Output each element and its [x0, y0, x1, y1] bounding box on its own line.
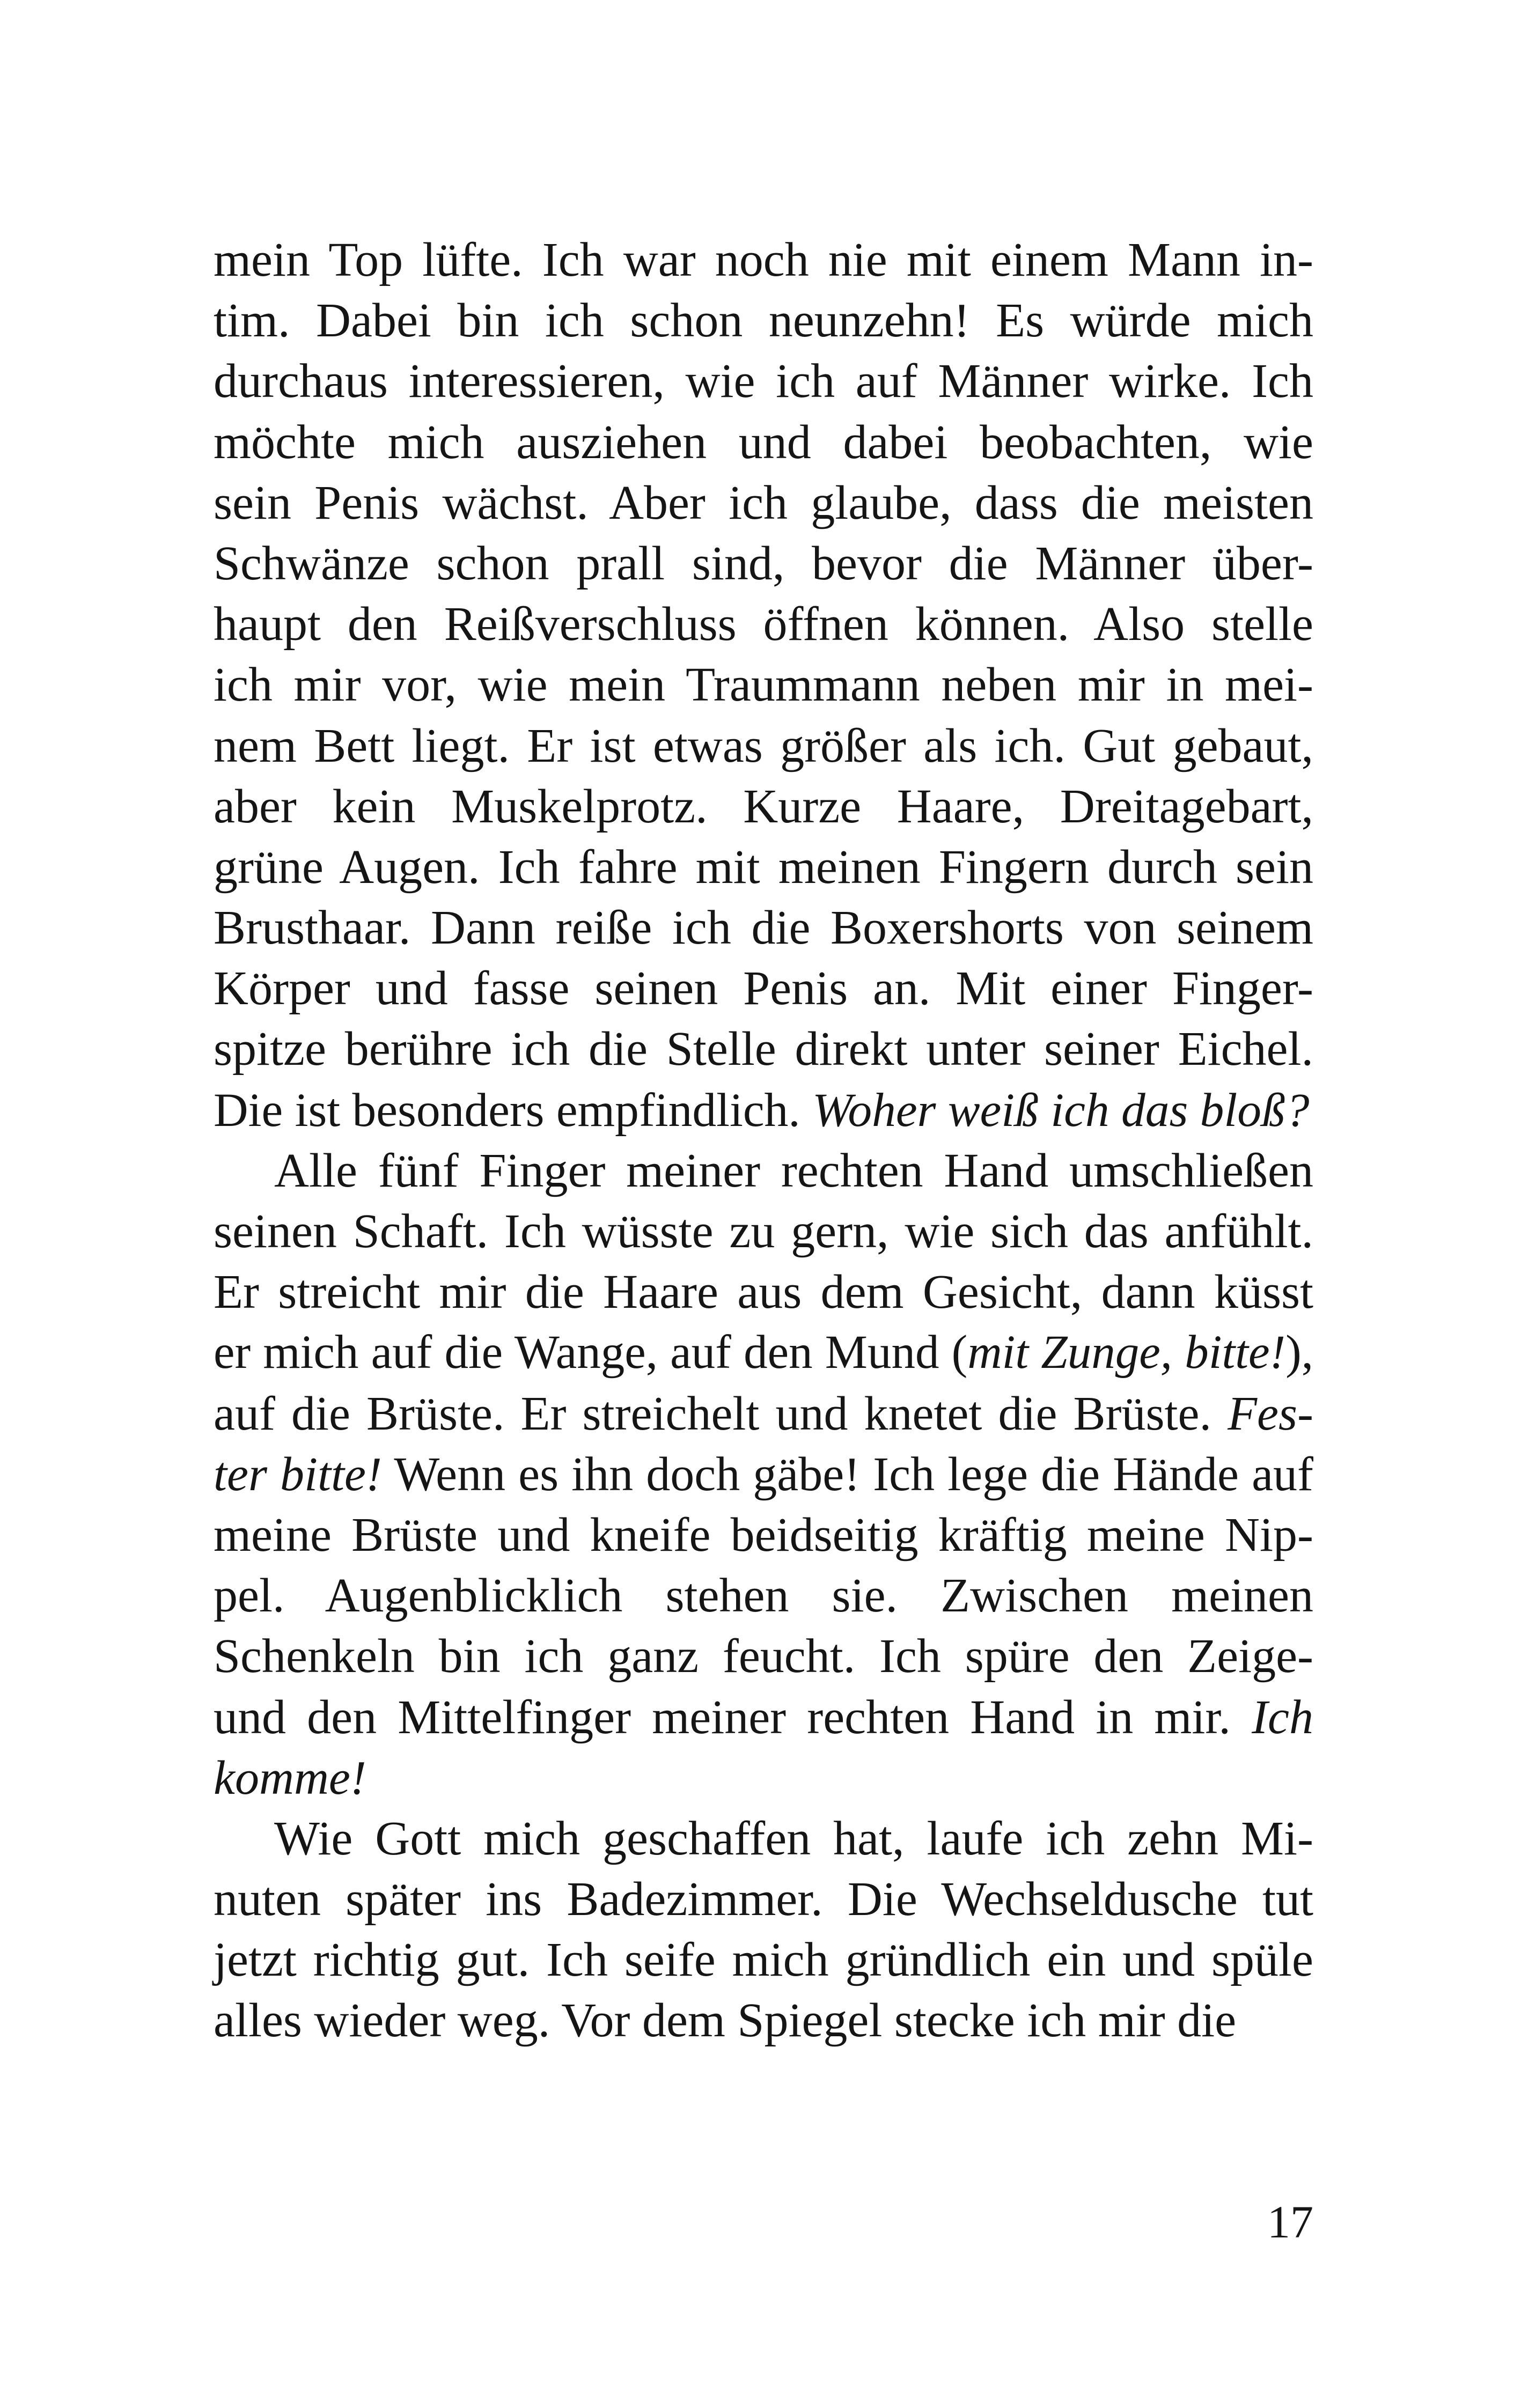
- text-segment: seinen Schaft. Ich wüsste zu gern, wie sich das anfühlt.: [214, 1205, 1313, 1258]
- text-line: [214, 654, 1313, 715]
- text-segment: alles wieder weg. Vor dem Spiegel stecke ich mir die: [214, 1994, 1237, 2048]
- text-line: [214, 351, 1313, 411]
- text-line: [214, 1019, 1313, 1079]
- text-segment: durchaus interessieren, wie ich auf Männer wirke. Ich: [214, 355, 1313, 408]
- text-segment: meine Brüste und kneife beidseitig kräftig meine Nip-: [214, 1508, 1313, 1562]
- text-line: [214, 533, 1313, 594]
- text-segment: und den Mittelfinger meiner rechten Hand in mir.: [214, 1690, 1252, 1744]
- text-line: [214, 594, 1313, 654]
- text-line: [214, 1140, 1313, 1201]
- italic-text: Woher weiß ich das bloß?: [812, 1083, 1310, 1137]
- text-line: [214, 1687, 1313, 1748]
- text-line: [214, 897, 1313, 958]
- text-line: [214, 290, 1313, 351]
- text-segment: nem Bett liegt. Er ist etwas größer als ich. Gut gebaut,: [214, 719, 1313, 772]
- text-segment: Er streicht mir die Haare aus dem Gesicht, dann küsst: [214, 1265, 1313, 1319]
- text-line: [214, 1383, 1313, 1444]
- italic-text: ter bitte!: [214, 1447, 382, 1501]
- italic-text: mit Zunge, bitte!: [967, 1326, 1286, 1379]
- text-segment: Die ist besonders empfindlich.: [214, 1083, 813, 1137]
- text-line: [214, 776, 1313, 837]
- italic-text: Ich: [1252, 1690, 1313, 1744]
- text-line: [214, 1201, 1313, 1262]
- body-text: [214, 230, 1313, 2051]
- text-line: [214, 473, 1313, 533]
- text-line: [214, 716, 1313, 776]
- text-segment: Alle fünf Finger meiner rechten Hand umschließen: [274, 1144, 1313, 1197]
- text-line: [214, 837, 1313, 897]
- text-segment: jetzt richtig gut. Ich seife mich gründlich ein und spüle: [214, 1933, 1313, 1987]
- italic-text: komme!: [214, 1751, 366, 1805]
- text-segment: haupt den Reißverschluss öffnen können. Also stelle: [214, 598, 1313, 651]
- text-segment: grüne Augen. Ich fahre mit meinen Fingern durch sein: [214, 840, 1313, 894]
- text-segment: er mich auf die Wange, auf den Mund (: [214, 1326, 968, 1379]
- text-line: [214, 1322, 1313, 1383]
- text-line: [214, 1626, 1313, 1687]
- text-line: [214, 1080, 1313, 1140]
- text-line: [214, 1930, 1313, 1990]
- text-segment: mein Top lüfte. Ich war noch nie mit einem Mann in-: [214, 233, 1313, 286]
- text-line: [214, 230, 1313, 290]
- text-segment: Wenn es ihn doch gäbe! Ich lege die Hände auf: [381, 1447, 1313, 1501]
- text-segment: Wie Gott mich geschaffen hat, laufe ich zehn Mi-: [274, 1811, 1313, 1865]
- text-segment: ),: [1285, 1326, 1313, 1379]
- text-line: [214, 1748, 1313, 1808]
- text-segment: Schwänze schon prall sind, bevor die Männer über-: [214, 536, 1313, 590]
- text-line: [214, 1444, 1313, 1505]
- text-segment: auf die Brüste. Er streichelt und knetet die Brüste.: [214, 1387, 1228, 1440]
- text-line: [214, 1869, 1313, 1930]
- text-segment: möchte mich ausziehen und dabei beobachten, wie: [214, 415, 1313, 469]
- text-line: [214, 1262, 1313, 1322]
- text-segment: ich mir vor, wie mein Traummann neben mir in mei-: [214, 658, 1313, 712]
- text-segment: pel. Augenblicklich stehen sie. Zwischen meinen: [214, 1569, 1313, 1623]
- text-segment: tim. Dabei bin ich schon neunzehn! Es würde mich: [214, 294, 1313, 348]
- page-number: 17: [1267, 2196, 1313, 2248]
- text-line: [214, 1808, 1313, 1869]
- text-line: [214, 412, 1313, 473]
- text-segment: aber kein Muskelprotz. Kurze Haare, Dreitagebart,: [214, 779, 1313, 833]
- italic-text: Fes-: [1228, 1387, 1313, 1440]
- text-segment: Schenkeln bin ich ganz feucht. Ich spüre den Zeige-: [214, 1630, 1313, 1683]
- text-line: [214, 1505, 1313, 1565]
- text-line: [214, 1565, 1313, 1626]
- text-segment: sein Penis wächst. Aber ich glaube, dass die meisten: [214, 476, 1313, 529]
- text-line: [214, 1990, 1313, 2051]
- text-segment: Brusthaar. Dann reiße ich die Boxershorts von seinem: [214, 901, 1313, 955]
- text-segment: nuten später ins Badezimmer. Die Wechseldusche tut: [214, 1873, 1313, 1926]
- text-line: [214, 958, 1313, 1019]
- text-segment: spitze berühre ich die Stelle direkt unter seiner Eichel.: [214, 1022, 1313, 1076]
- text-segment: Körper und fasse seinen Penis an. Mit einer Finger-: [214, 962, 1313, 1015]
